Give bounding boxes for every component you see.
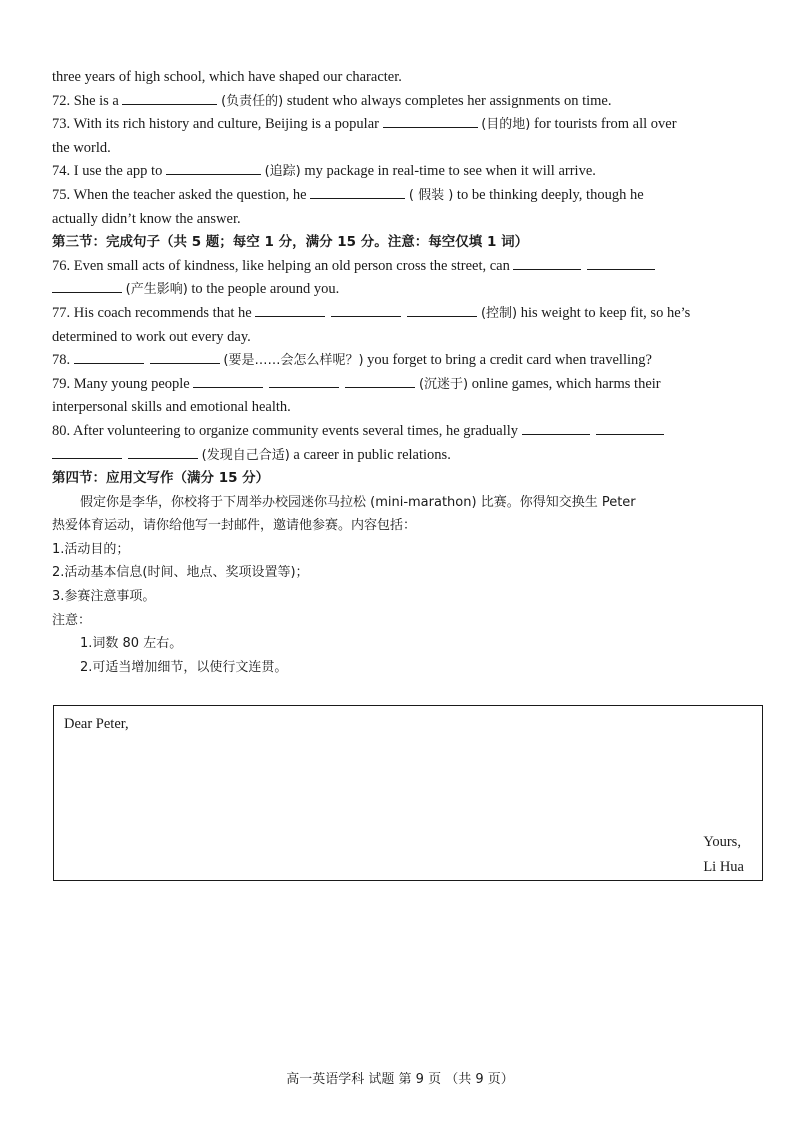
question-number: 79. bbox=[52, 375, 71, 392]
answer-blank[interactable] bbox=[52, 444, 122, 459]
answer-blank[interactable] bbox=[383, 113, 478, 128]
question-79-continuation: interpersonal skills and emotional health. bbox=[52, 399, 291, 416]
question-text: to be thinking deeply, though he bbox=[456, 186, 644, 203]
question-text: She is a bbox=[73, 92, 119, 109]
chinese-hint: (沉迷于) bbox=[418, 376, 469, 392]
content-point: 2.活动基本信息(时间、地点、奖项设置等)； bbox=[52, 565, 309, 581]
note-item: 1.词数 80 左右。 bbox=[80, 636, 183, 652]
chinese-hint: (控制) bbox=[480, 305, 518, 321]
section-3-heading: 第三节：完成句子（共 5 题；每空 1 分，满分 15 分。注意：每空仅填 1 词） bbox=[52, 234, 529, 251]
question-number: 78. bbox=[52, 352, 71, 369]
question-number: 75. bbox=[52, 186, 71, 203]
answer-blank[interactable] bbox=[150, 349, 220, 364]
signature: Li Hua bbox=[703, 859, 744, 875]
question-77 bbox=[52, 302, 752, 326]
chinese-hint: (产生影响) bbox=[125, 282, 188, 298]
answer-blank[interactable] bbox=[166, 160, 261, 175]
note-item: 2.可适当增加细节，以使行文连贯。 bbox=[80, 659, 288, 675]
content-point: 1.活动目的； bbox=[52, 541, 130, 557]
section-4-heading: 第四节：应用文写作（满分 15 分） bbox=[52, 470, 270, 487]
question-number: 73. bbox=[52, 116, 71, 133]
content-point: 3.参赛注意事项。 bbox=[52, 589, 156, 605]
answer-blank[interactable] bbox=[407, 302, 477, 317]
chinese-hint: (负责任的) bbox=[221, 93, 284, 109]
question-text: His coach recommends that he bbox=[73, 304, 252, 321]
question-text: my package in real-time to see when it will arrive. bbox=[304, 163, 596, 180]
question-75-continuation: actually didn’t know the answer. bbox=[52, 210, 241, 227]
answer-blank[interactable] bbox=[345, 373, 415, 388]
letter-closing bbox=[703, 830, 744, 880]
answer-blank[interactable] bbox=[513, 255, 581, 270]
question-80-continuation bbox=[52, 444, 752, 468]
answer-blank[interactable] bbox=[310, 184, 405, 199]
question-text: Even small acts of kindness, like helping an old person cross the street, can bbox=[73, 257, 510, 274]
question-73 bbox=[52, 113, 752, 137]
question-78 bbox=[52, 349, 752, 373]
question-text: to the people around you. bbox=[191, 281, 340, 298]
writing-prompt-line: 假定你是李华，你校将于下周举办校园迷你马拉松 (mini-marathon) 比赛。你得知交换生 Peter bbox=[80, 494, 636, 510]
question-79 bbox=[52, 373, 752, 397]
question-76-continuation bbox=[52, 278, 752, 302]
question-73-continuation: the world. bbox=[52, 139, 111, 156]
answer-blank[interactable] bbox=[596, 420, 664, 435]
answer-blank[interactable] bbox=[122, 90, 217, 105]
question-text: After volunteering to organize community events several times, he gradually bbox=[72, 422, 519, 439]
question-number: 76. bbox=[52, 257, 71, 274]
answer-blank[interactable] bbox=[269, 373, 339, 388]
question-number: 77. bbox=[52, 304, 71, 321]
chinese-hint: (要是……会怎么样呢？) bbox=[223, 353, 364, 369]
question-number: 72. bbox=[52, 92, 71, 109]
page-footer: 高一英语学科 试题 第 9 页 （共 9 页） bbox=[286, 1072, 514, 1087]
question-text: you forget to bring a credit card when travelling? bbox=[367, 352, 652, 369]
answer-blank[interactable] bbox=[331, 302, 401, 317]
question-number: 80. bbox=[52, 422, 71, 439]
exam-page bbox=[52, 66, 752, 679]
question-76 bbox=[52, 255, 752, 279]
answer-blank[interactable] bbox=[128, 444, 198, 459]
question-number: 74. bbox=[52, 163, 71, 180]
question-text: When the teacher asked the question, he bbox=[73, 186, 307, 203]
question-text: for tourists from all over bbox=[534, 116, 677, 133]
continuation-line: three years of high school, which have shaped our character. bbox=[52, 69, 402, 85]
question-text: a career in public relations. bbox=[293, 446, 451, 463]
question-text: I use the app to bbox=[73, 163, 163, 180]
answer-blank[interactable] bbox=[255, 302, 325, 317]
question-77-continuation: determined to work out every day. bbox=[52, 328, 251, 345]
chinese-hint: (追踪) bbox=[264, 164, 301, 180]
letter-greeting: Dear Peter, bbox=[64, 716, 129, 732]
question-text: his weight to keep fit, so he’s bbox=[520, 304, 691, 321]
question-text: online games, which harms their bbox=[471, 375, 661, 392]
question-75 bbox=[52, 184, 752, 208]
answer-blank[interactable] bbox=[52, 278, 122, 293]
answer-blank[interactable] bbox=[193, 373, 263, 388]
closing-phrase: Yours, bbox=[703, 834, 741, 850]
chinese-hint: (发现自己合适) bbox=[201, 447, 290, 463]
chinese-hint: (目的地) bbox=[481, 117, 531, 133]
answer-blank[interactable] bbox=[74, 349, 144, 364]
note-label: 注意： bbox=[52, 612, 92, 628]
question-text: With its rich history and culture, Beijing is a popular bbox=[73, 116, 379, 133]
letter-writing-box[interactable] bbox=[53, 705, 763, 881]
question-80 bbox=[52, 420, 752, 444]
chinese-hint: ( 假装 ) bbox=[408, 187, 454, 203]
answer-blank[interactable] bbox=[522, 420, 590, 435]
question-text: student who always completes her assignments on time. bbox=[286, 92, 612, 109]
answer-blank[interactable] bbox=[587, 255, 655, 270]
question-74 bbox=[52, 160, 752, 184]
question-text: Many young people bbox=[73, 375, 190, 392]
writing-prompt-line: 热爱体育运动，请你给他写一封邮件，邀请他参赛。内容包括： bbox=[52, 518, 417, 534]
question-72 bbox=[52, 90, 752, 114]
